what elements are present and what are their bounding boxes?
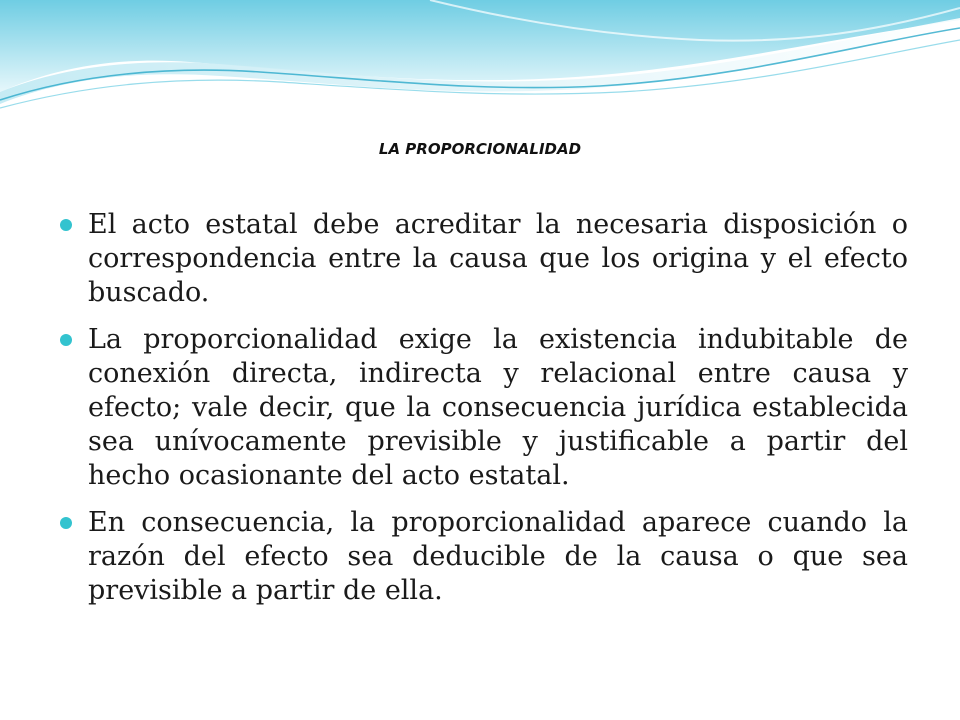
slide-title: LA PROPORCIONALIDAD bbox=[378, 140, 582, 158]
bullet-item bbox=[60, 323, 908, 493]
bullet-item bbox=[60, 506, 908, 608]
bullet-text: En consecuencia, la proporcionalidad aparece cuando la razón del efecto sea deducible de la causa o que sea previsible a partir de ella. bbox=[88, 507, 908, 606]
bullet-item bbox=[60, 208, 908, 310]
bullet-dot-icon bbox=[60, 334, 72, 346]
bullet-text: La proporcionalidad exige la existencia indubitable de conexión directa, indirecta y relacional entre causa y efecto; vale decir, que la consecuencia jurídica establecida sea unívocamente previsible y justificable a partir del hecho ocasionante del acto estatal. bbox=[88, 324, 908, 491]
bullet-list bbox=[60, 208, 908, 621]
bullet-text: El acto estatal debe acreditar la necesaria disposición o correspondencia entre la causa que los origina y el efecto buscado. bbox=[88, 209, 908, 308]
decorative-wave-header bbox=[0, 0, 960, 120]
bullet-dot-icon bbox=[60, 219, 72, 231]
bullet-dot-icon bbox=[60, 517, 72, 529]
